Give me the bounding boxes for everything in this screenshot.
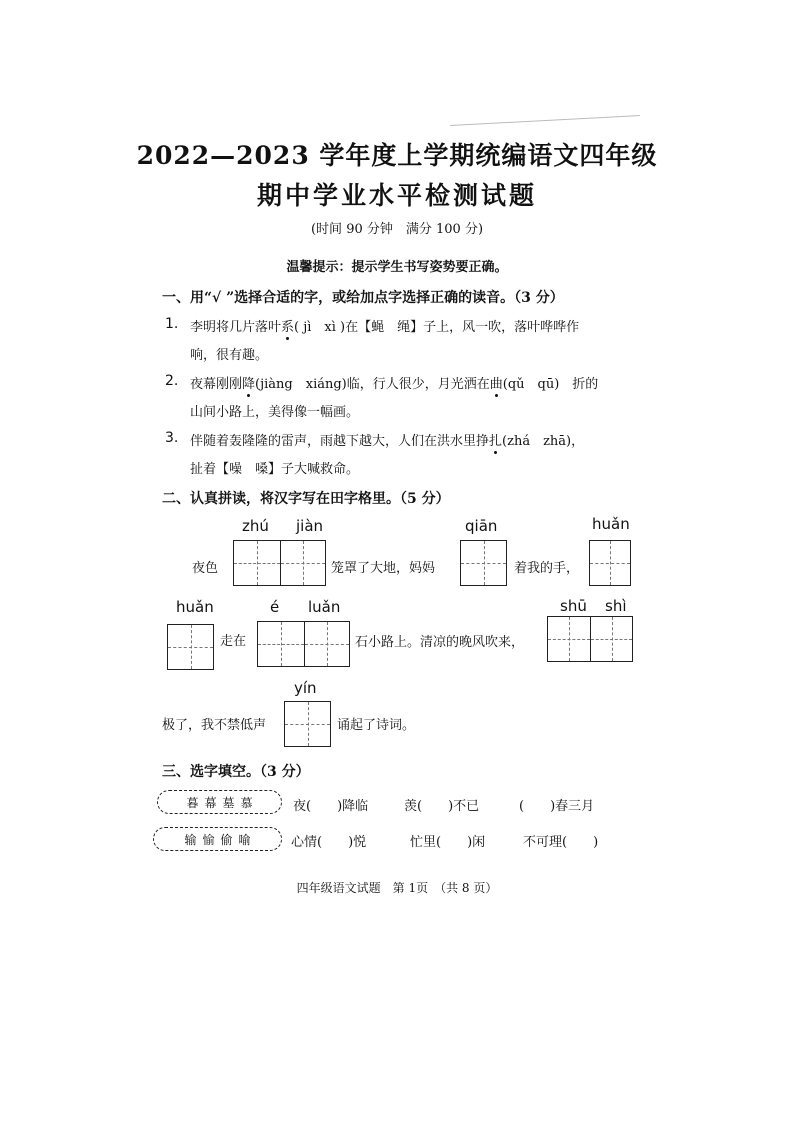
pinyin-yin: yín [294,679,317,697]
text-yese: 夜色 [192,561,219,576]
grid-cell[interactable] [590,541,630,585]
grid-cell[interactable] [280,541,326,585]
fill-blank-r2-a[interactable]: 心情( )悦 [291,835,367,850]
fill-blank-r2-b[interactable]: 忙里( )闲 [410,835,486,850]
text-song: 诵起了诗词。 [337,718,416,733]
q1-text-b: ( jì xì )在【蝇 绳】子上，风一吹，落叶哗哗作 [294,320,580,335]
text-zouzai: 走在 [220,634,247,649]
section1-heading: 一、用“√ ”选择合适的字，或给加点字选择正确的读音。（3 分） [162,290,564,306]
grid-yin[interactable] [284,701,331,747]
text-jile: 极了，我不禁低声 [162,718,267,733]
pinyin-huan-2: huǎn [176,598,214,616]
page-footer: 四年级语文试题 第 1页 （共 8 页） [296,881,498,895]
pinyin-shu: shū [560,597,587,615]
q1-dotted-char: 系 [281,320,295,335]
grid-cell[interactable] [304,622,350,666]
q3-text [190,430,584,449]
fill-blank-r1-a[interactable]: 夜( )降临 [293,799,369,814]
grid-e-luan[interactable] [257,621,350,667]
grid-shu-shi[interactable] [547,616,633,662]
grid-huan-1[interactable] [589,540,631,586]
fill-blank-r1-c[interactable]: ( )春三月 [519,799,595,814]
q2-text-c: (qǔ qū) 折的 [502,377,599,392]
q3-dotted-char: 扎 [489,434,503,449]
title-line-2: 期中学业水平检测试题 [256,181,537,210]
fill-blank-r1-b[interactable]: 羡( )不已 [404,799,480,814]
text-longzhao: 笼罩了大地，妈妈 [331,561,436,576]
q2-text-a: 夜幕刚刚 [190,377,243,392]
pinyin-shi: shì [605,597,627,615]
grid-huan-2[interactable] [167,624,214,670]
title-line-1: 2022—2023 学年度上学期统编语文四年级 [136,141,658,170]
q1-text-a: 李明将几片落叶 [190,320,282,335]
text-zhewo: 着我的手， [514,561,580,576]
pinyin-zhu: zhú [242,517,269,535]
text-shixiao: 石小路上。清凉的晚风吹来， [355,635,525,650]
grid-cell[interactable] [548,617,590,661]
fill-blank-r2-c[interactable]: 不可理( ) [523,835,599,850]
q3-number: 3. [165,430,179,446]
pinyin-luan: luǎn [308,598,341,616]
q2-text-line2: 山间小路上，美得像一幅画。 [190,405,360,420]
grid-cell[interactable] [258,622,304,666]
section3-heading: 三、选字填空。（3 分） [162,764,310,780]
grid-cell[interactable] [285,702,330,746]
q1-text [190,316,579,335]
q2-number: 2. [165,373,179,389]
q2-text-b: (jiàng xiáng)临，行人很少，月光洒在 [255,377,490,392]
pinyin-qian: qiān [465,517,498,535]
q2-dotted-char-2: 曲 [489,377,503,392]
pinyin-huan-1: huǎn [592,515,630,533]
q1-text-line2: 响，很有趣。 [190,348,269,363]
exam-time-info: (时间 90 分钟 满分 100 分) [310,222,484,237]
grid-cell[interactable] [168,625,213,669]
q2-text [190,373,598,392]
q1-number: 1. [165,316,179,332]
q3-text-a: 伴随着轰隆隆的雷声，雨越下越大，人们在洪水里挣 [190,434,490,449]
q3-text-line2: 扯着【噪 嗓】子大喊救命。 [190,462,360,477]
grid-cell[interactable] [461,541,506,585]
pinyin-jian: jiàn [296,517,324,535]
scan-artifact-line [450,115,640,126]
q3-text-b: (zhá zhā)， [502,434,585,449]
q2-dotted-char: 降 [242,377,256,392]
warm-tip: 温馨提示：提示学生书写姿势要正确。 [286,260,508,275]
char-choice-oval-2: 输愉偷喻 [153,827,282,851]
grid-cell[interactable] [234,541,280,585]
section2-heading: 二、认真拼读，将汉字写在田字格里。（5 分） [162,491,450,507]
grid-qian[interactable] [460,540,507,586]
grid-zhu-jian[interactable] [233,540,326,586]
char-choice-oval-1: 暮幕墓慕 [157,790,282,814]
pinyin-e: é [270,598,280,616]
grid-cell[interactable] [590,617,632,661]
